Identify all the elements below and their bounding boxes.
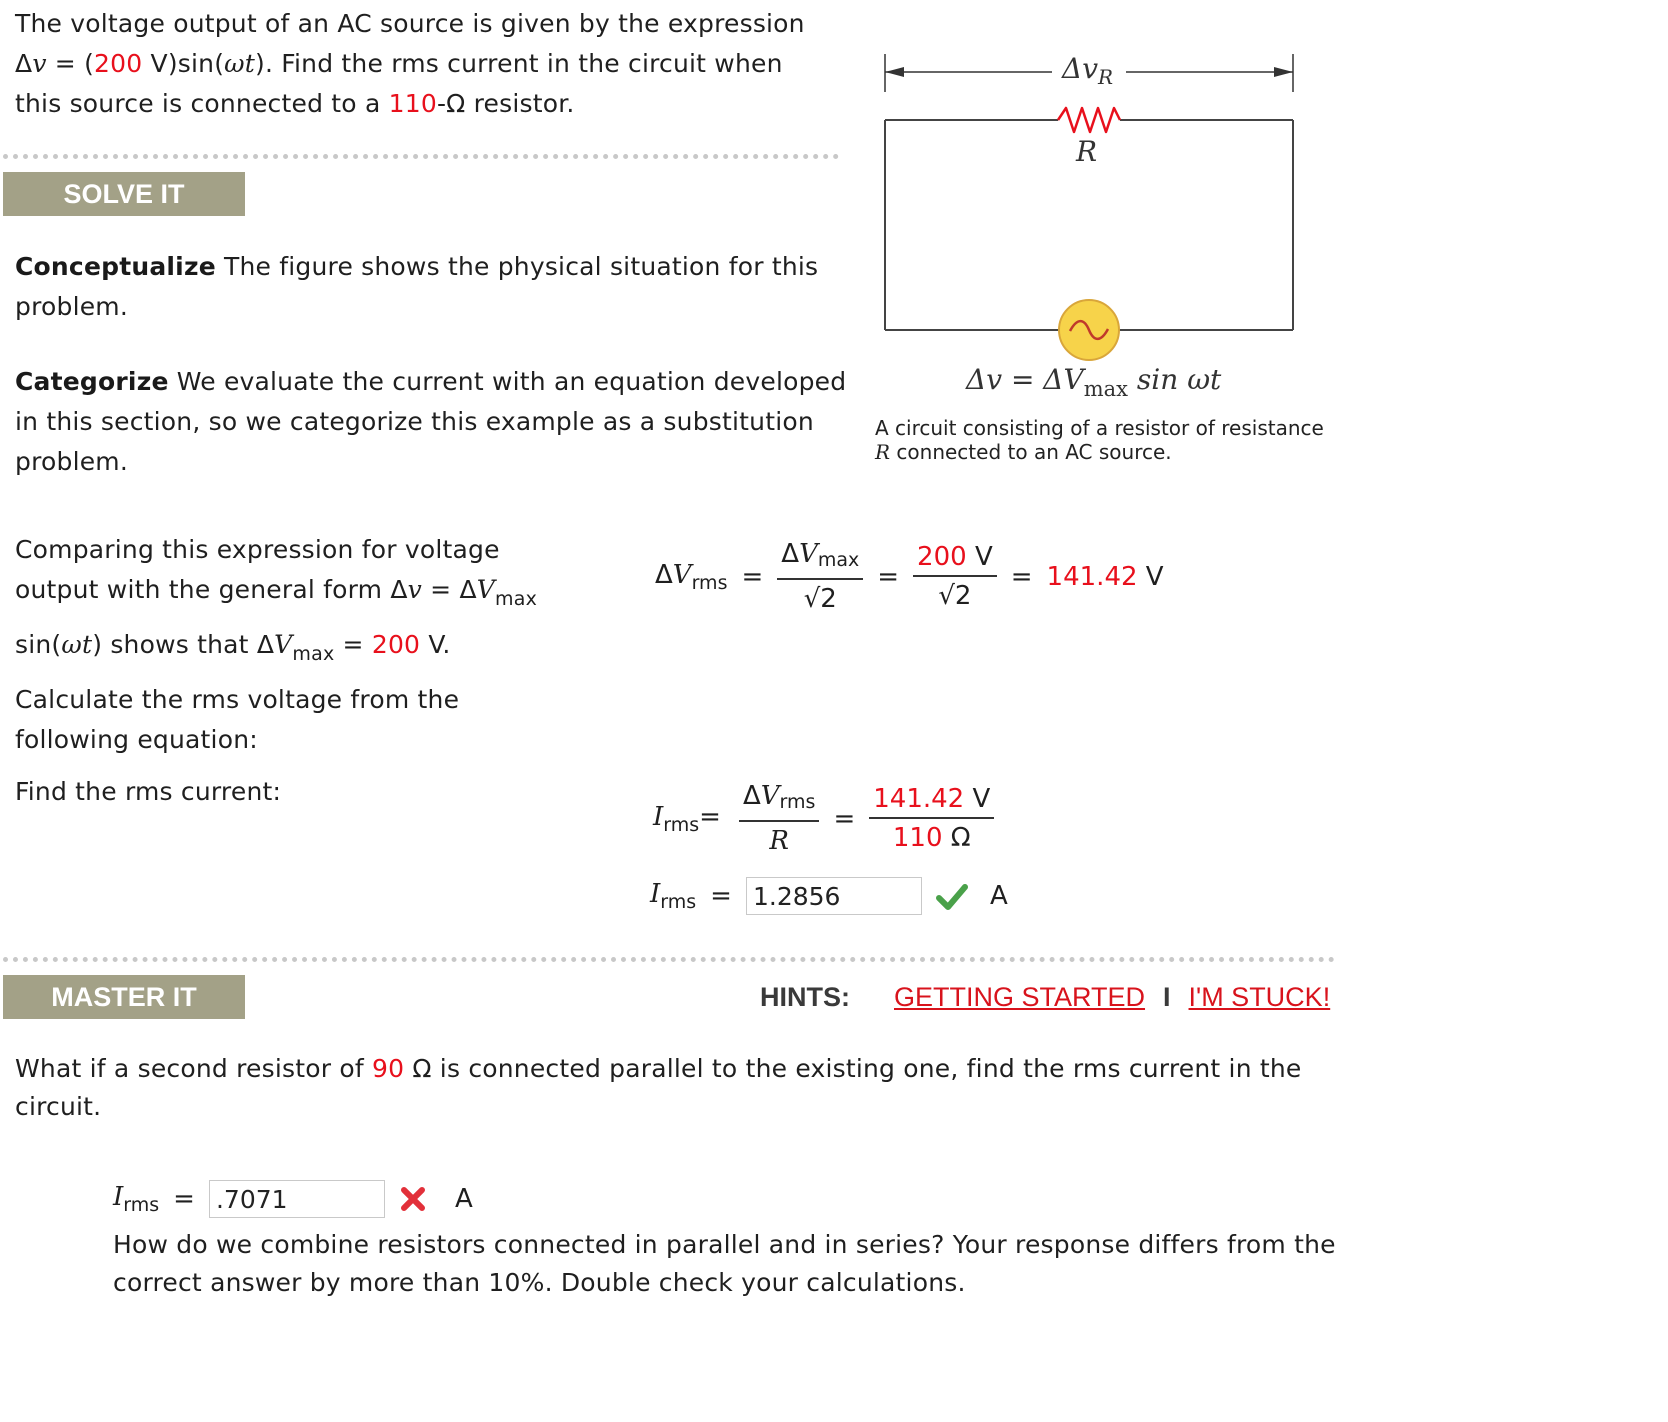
text: V bbox=[476, 575, 496, 604]
conceptualize-paragraph bbox=[15, 247, 855, 327]
equals-sign: = bbox=[699, 802, 721, 832]
find-current-label: Find the rms current: bbox=[15, 777, 282, 806]
master-feedback bbox=[113, 1226, 1363, 1302]
text: max bbox=[292, 643, 335, 665]
resistance-value: 110 bbox=[892, 823, 943, 853]
text: V bbox=[274, 630, 293, 659]
given-voltage: 200 bbox=[94, 49, 143, 78]
master-question bbox=[15, 1050, 1335, 1126]
text: I bbox=[653, 802, 664, 832]
irms-answer-unit: A bbox=[989, 881, 1008, 911]
text: V bbox=[799, 539, 818, 569]
irms-answer-input[interactable] bbox=[746, 877, 922, 915]
text-line: problem. bbox=[15, 447, 128, 476]
master-answer-row bbox=[113, 1179, 473, 1219]
text-line: Calculate the rms voltage from the bbox=[15, 685, 460, 714]
conceptualize-title: Conceptualize bbox=[15, 252, 216, 281]
compare-paragraph bbox=[15, 530, 575, 760]
text: V bbox=[964, 784, 991, 814]
text: I bbox=[650, 879, 661, 909]
source-equation bbox=[966, 362, 1221, 407]
problem-line-3 bbox=[15, 84, 855, 124]
text: Ω is connected parallel to the existing one, find the rms current in the bbox=[404, 1054, 1302, 1083]
equals-sign: = bbox=[833, 804, 856, 834]
text: Δ bbox=[781, 539, 800, 569]
text: connected to an AC source. bbox=[890, 440, 1172, 464]
text-line bbox=[15, 625, 575, 674]
arrow-left-icon bbox=[885, 67, 904, 77]
text: V bbox=[672, 560, 692, 590]
equals-sign: = bbox=[710, 881, 732, 911]
vrms-value: 141.42 bbox=[1046, 562, 1138, 592]
problem-line-2 bbox=[15, 44, 855, 84]
fraction-14142-over-110 bbox=[869, 781, 994, 857]
text: ωt bbox=[224, 49, 255, 78]
master-answer-input[interactable] bbox=[209, 1180, 385, 1218]
fraction-vmax-over-root2 bbox=[777, 536, 863, 618]
caption-line bbox=[875, 440, 1325, 464]
text: Δv = ΔV bbox=[966, 363, 1084, 396]
equals-sign: = bbox=[741, 562, 764, 592]
x-mark-icon bbox=[399, 1185, 427, 1213]
vrms-equation bbox=[655, 536, 1164, 618]
text: I bbox=[113, 1182, 124, 1212]
text-line: correct answer by more than 10%. Double check your calculations. bbox=[113, 1268, 966, 1297]
text: -Ω resistor. bbox=[436, 89, 575, 118]
text: rms bbox=[123, 1194, 160, 1216]
text-line: problem. bbox=[15, 292, 128, 321]
getting-started-link[interactable]: GETTING STARTED bbox=[894, 981, 1146, 1012]
text-line bbox=[15, 362, 855, 402]
figure-caption bbox=[875, 416, 1325, 464]
vrms-value: 141.42 bbox=[873, 784, 965, 814]
text: ) shows that Δ bbox=[92, 630, 275, 659]
text-line: circuit. bbox=[15, 1092, 102, 1121]
resistor-label: R bbox=[1076, 135, 1098, 168]
text-line: Comparing this expression for voltage bbox=[15, 535, 500, 564]
text: V)sin( bbox=[142, 49, 225, 78]
voltage-drop-label bbox=[1060, 52, 1115, 94]
text: max bbox=[817, 549, 860, 571]
text: rms bbox=[660, 891, 697, 913]
given-resistance: 110 bbox=[388, 89, 437, 118]
text: = Δ bbox=[422, 575, 477, 604]
section-divider bbox=[3, 957, 1335, 962]
circuit-figure bbox=[870, 40, 1330, 470]
vmax-value: 200 bbox=[371, 630, 421, 659]
text: Δ bbox=[15, 49, 33, 78]
numerator bbox=[777, 536, 863, 580]
resistor-icon bbox=[1058, 108, 1120, 132]
text: ωt bbox=[61, 630, 93, 659]
master-answer-unit: A bbox=[454, 1184, 473, 1214]
text: v bbox=[407, 575, 422, 604]
irms-answer-row bbox=[650, 876, 1008, 916]
master-answer-label bbox=[113, 1182, 159, 1216]
text: rms bbox=[779, 791, 816, 813]
second-resistance-value: 90 bbox=[371, 1054, 405, 1083]
text: We evaluate the current with an equation developed bbox=[168, 367, 847, 396]
text: R bbox=[875, 440, 891, 464]
text: R bbox=[1098, 65, 1114, 89]
vrms-result bbox=[1047, 562, 1164, 592]
section-divider bbox=[3, 154, 839, 159]
denominator: R bbox=[769, 826, 789, 856]
text: max bbox=[1083, 377, 1129, 401]
text: this source is connected to a bbox=[15, 89, 389, 118]
text: Ω bbox=[942, 823, 971, 853]
categorize-title: Categorize bbox=[15, 367, 169, 396]
fraction-200-over-root2 bbox=[913, 539, 997, 615]
text-line bbox=[15, 570, 575, 619]
equals-sign: = bbox=[173, 1184, 195, 1214]
hints-label: HINTS: bbox=[760, 981, 850, 1012]
text: output with the general form Δ bbox=[15, 575, 408, 604]
text: rms bbox=[691, 572, 728, 594]
numerator bbox=[869, 781, 994, 819]
irms-lhs bbox=[653, 802, 721, 836]
vrms-lhs bbox=[655, 560, 727, 594]
hint-separator: I bbox=[1163, 981, 1171, 1012]
irms-equation bbox=[653, 778, 994, 860]
denominator: √2 bbox=[803, 584, 837, 614]
text: V bbox=[966, 542, 993, 572]
text: max bbox=[495, 588, 538, 610]
text: The figure shows the physical situation for this bbox=[215, 252, 819, 281]
text: v bbox=[32, 49, 47, 78]
text: = bbox=[334, 630, 372, 659]
arrow-right-icon bbox=[1274, 67, 1293, 77]
caption-line: A circuit consisting of a resistor of resistance bbox=[875, 416, 1324, 440]
text-line bbox=[15, 1050, 1335, 1088]
solve-it-header: SOLVE IT bbox=[3, 172, 245, 216]
im-stuck-link[interactable]: I'M STUCK! bbox=[1188, 981, 1331, 1012]
fraction-vrms-over-r bbox=[739, 778, 819, 860]
denominator: √2 bbox=[938, 581, 972, 611]
text: What if a second resistor of bbox=[15, 1054, 372, 1083]
numerator bbox=[739, 778, 819, 822]
text-line: How do we combine resistors connected in parallel and in series? Your response differs from the bbox=[113, 1230, 1336, 1259]
categorize-paragraph bbox=[15, 362, 855, 482]
text: sin( bbox=[15, 630, 62, 659]
text: ). Find the rms current in the circuit when bbox=[255, 49, 783, 78]
denominator bbox=[869, 819, 994, 857]
text: V bbox=[760, 781, 780, 811]
text: V bbox=[1137, 562, 1164, 592]
text: Δ bbox=[655, 560, 673, 590]
numerator bbox=[913, 539, 997, 577]
text-line: in this section, so we categorize this example as a substitution bbox=[15, 407, 814, 436]
text: rms bbox=[663, 814, 700, 836]
checkmark-icon bbox=[936, 880, 968, 912]
text: = ( bbox=[46, 49, 95, 78]
text: Δ bbox=[742, 781, 761, 811]
text: V. bbox=[420, 630, 451, 659]
master-it-header: MASTER IT bbox=[3, 975, 245, 1019]
problem-statement bbox=[15, 4, 855, 124]
equals-sign: = bbox=[877, 562, 900, 592]
text: sin ωt bbox=[1128, 363, 1222, 396]
text-line: following equation: bbox=[15, 725, 258, 754]
equals-sign: = bbox=[1010, 562, 1033, 592]
text-line bbox=[15, 247, 855, 287]
text: Δv bbox=[1062, 52, 1099, 85]
problem-line-1: The voltage output of an AC source is given by the expression bbox=[15, 9, 805, 38]
irms-answer-label bbox=[650, 879, 696, 913]
vmax-value: 200 bbox=[917, 542, 967, 572]
hints-bar bbox=[760, 975, 1330, 1019]
